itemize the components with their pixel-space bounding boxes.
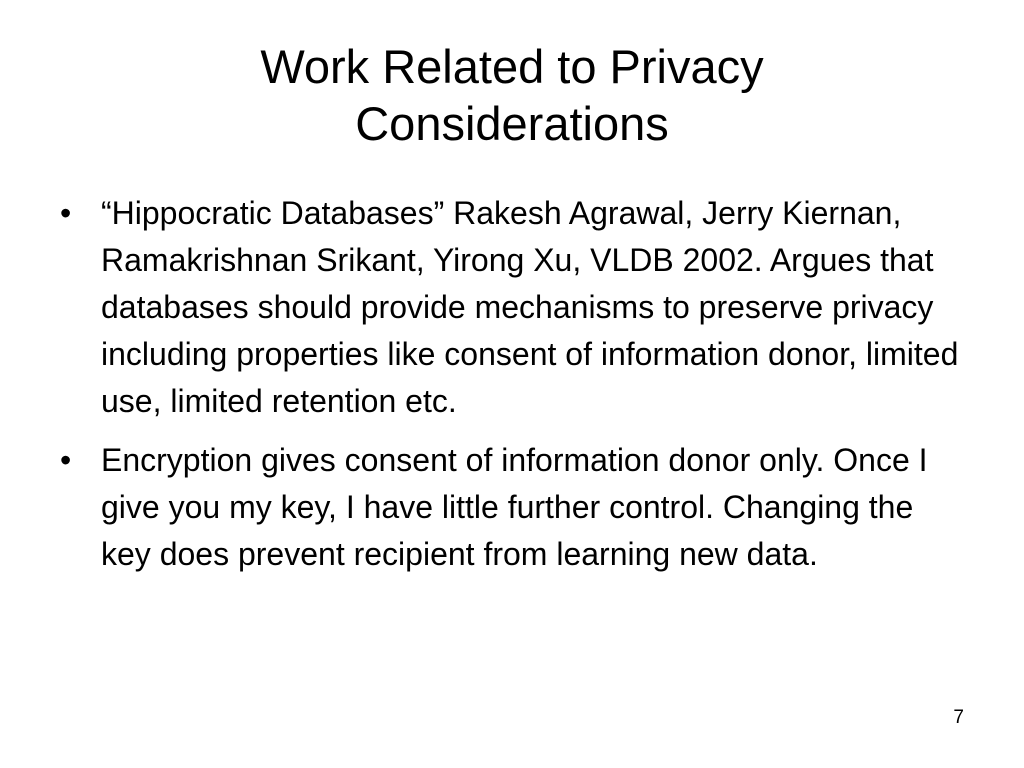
slide-title bbox=[0, 38, 1024, 152]
page-number: 7 bbox=[953, 707, 964, 728]
slide-title-line-1: Work Related to Privacy bbox=[260, 40, 764, 93]
bullet-text: Encryption gives consent of information donor only. Once I give you my key, I have little further control. Changing the key does prevent recipient from learning new data. bbox=[101, 442, 928, 572]
bullet-text: “Hippocratic Databases” Rakesh Agrawal, Jerry Kiernan, Ramakrishnan Srikant, Yirong Xu, VLDB 2002. Argues that databases should provide mechanisms to preserve privacy including properties like consent of information donor, limited use, limited retention etc. bbox=[101, 195, 959, 419]
bullet-list bbox=[60, 190, 960, 590]
bullet-item-hippocratic-databases bbox=[60, 190, 960, 425]
bullet-item-encryption bbox=[60, 437, 960, 578]
bullet-dot-icon: • bbox=[60, 442, 72, 478]
slide-title-line-2: Considerations bbox=[355, 97, 669, 150]
bullet-dot-icon: • bbox=[60, 195, 72, 231]
